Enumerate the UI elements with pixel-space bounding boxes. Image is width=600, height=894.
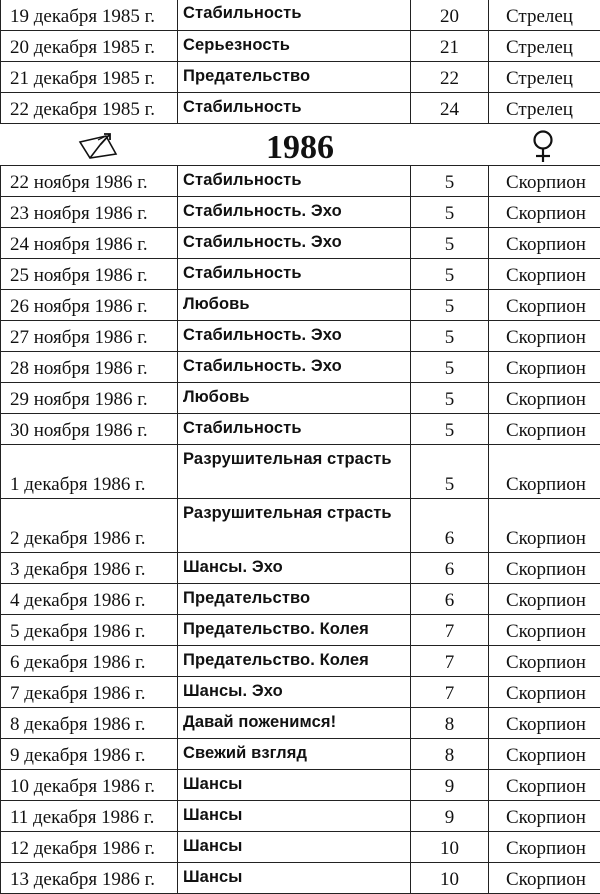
- event-cell: Стабильность: [178, 259, 411, 290]
- date-cell: 2 декабря 1986 г.: [1, 499, 178, 553]
- date-cell: 9 декабря 1986 г.: [1, 739, 178, 770]
- number-cell: 24: [411, 92, 489, 123]
- date-cell: 20 декабря 1985 г.: [1, 30, 178, 61]
- sign-cell: Стрелец: [489, 0, 600, 30]
- sign-cell: Скорпион: [489, 499, 600, 553]
- table-row: [1, 739, 600, 770]
- table-row: [1, 92, 600, 123]
- event-cell: Шансы. Эхо: [178, 677, 411, 708]
- sign-cell: Скорпион: [489, 677, 600, 708]
- sign-cell: Скорпион: [489, 832, 600, 863]
- date-cell: 5 декабря 1986 г.: [1, 615, 178, 646]
- sign-cell: Скорпион: [489, 708, 600, 739]
- event-cell: Давай поженимся!: [178, 708, 411, 739]
- number-cell: 5: [411, 321, 489, 352]
- event-cell: Шансы: [178, 770, 411, 801]
- number-cell: 5: [411, 197, 489, 228]
- date-cell: 3 декабря 1986 г.: [1, 553, 178, 584]
- date-cell: 1 декабря 1986 г.: [1, 445, 178, 499]
- number-cell: 10: [411, 863, 489, 894]
- number-cell: 5: [411, 414, 489, 445]
- sign-cell: Скорпион: [489, 770, 600, 801]
- sign-cell: Скорпион: [489, 321, 600, 352]
- date-cell: 27 ноября 1986 г.: [1, 321, 178, 352]
- table-row: [1, 553, 600, 584]
- number-cell: 7: [411, 677, 489, 708]
- date-cell: 28 ноября 1986 г.: [1, 352, 178, 383]
- table-row: [1, 801, 600, 832]
- sign-cell: Скорпион: [489, 646, 600, 677]
- table-row: [1, 499, 600, 553]
- date-cell: 29 ноября 1986 г.: [1, 383, 178, 414]
- event-cell: Серьезность: [178, 30, 411, 61]
- number-cell: 8: [411, 739, 489, 770]
- table-row: [1, 321, 600, 352]
- date-cell: 6 декабря 1986 г.: [1, 646, 178, 677]
- sign-cell: Скорпион: [489, 197, 600, 228]
- number-cell: 7: [411, 615, 489, 646]
- date-cell: 22 ноября 1986 г.: [1, 166, 178, 197]
- number-cell: 5: [411, 352, 489, 383]
- event-cell: Стабильность: [178, 92, 411, 123]
- event-cell: Стабильность. Эхо: [178, 228, 411, 259]
- sign-cell: Скорпион: [489, 445, 600, 499]
- date-cell: 24 ноября 1986 г.: [1, 228, 178, 259]
- table-row: [1, 832, 600, 863]
- sign-cell: Стрелец: [489, 92, 600, 123]
- event-cell: Стабильность. Эхо: [178, 321, 411, 352]
- event-cell: Стабильность: [178, 166, 411, 197]
- sign-cell: Скорпион: [489, 259, 600, 290]
- number-cell: 5: [411, 383, 489, 414]
- table-row: [1, 30, 600, 61]
- event-cell: Разрушительная страсть: [178, 499, 411, 553]
- sign-cell: Скорпион: [489, 228, 600, 259]
- number-cell: 7: [411, 646, 489, 677]
- sign-cell: Скорпион: [489, 290, 600, 321]
- sign-cell: Скорпион: [489, 383, 600, 414]
- sign-cell: Скорпион: [489, 615, 600, 646]
- venus-icon: [526, 128, 560, 164]
- table-row: [1, 166, 600, 197]
- table-row: [1, 0, 600, 30]
- event-cell: Шансы: [178, 801, 411, 832]
- date-cell: 25 ноября 1986 г.: [1, 259, 178, 290]
- table-row: [1, 197, 600, 228]
- date-cell: 4 декабря 1986 г.: [1, 584, 178, 615]
- number-cell: 22: [411, 61, 489, 92]
- event-cell: Предательство. Колея: [178, 615, 411, 646]
- date-cell: 10 декабря 1986 г.: [1, 770, 178, 801]
- number-cell: 6: [411, 499, 489, 553]
- number-cell: 5: [411, 166, 489, 197]
- event-cell: Предательство: [178, 584, 411, 615]
- event-cell: Разрушительная страсть: [178, 445, 411, 499]
- event-cell: Шансы. Эхо: [178, 553, 411, 584]
- date-cell: 13 декабря 1986 г.: [1, 863, 178, 894]
- date-cell: 30 ноября 1986 г.: [1, 414, 178, 445]
- number-cell: 5: [411, 290, 489, 321]
- table-row: [1, 383, 600, 414]
- sign-cell: Стрелец: [489, 30, 600, 61]
- event-cell: Свежий взгляд: [178, 739, 411, 770]
- table-row: [1, 228, 600, 259]
- year-header: [0, 124, 600, 166]
- sign-cell: Скорпион: [489, 863, 600, 894]
- event-cell: Предательство: [178, 61, 411, 92]
- table-row: [1, 61, 600, 92]
- number-cell: 20: [411, 0, 489, 30]
- table-row: [1, 646, 600, 677]
- event-cell: Предательство. Колея: [178, 646, 411, 677]
- date-cell: 11 декабря 1986 г.: [1, 801, 178, 832]
- table-1985: [0, 0, 600, 124]
- sign-cell: Скорпион: [489, 414, 600, 445]
- event-cell: Любовь: [178, 290, 411, 321]
- event-cell: Стабильность: [178, 0, 411, 30]
- number-cell: 6: [411, 584, 489, 615]
- table-row: [1, 863, 600, 894]
- table-1986: [0, 165, 600, 894]
- date-cell: 21 декабря 1985 г.: [1, 61, 178, 92]
- number-cell: 9: [411, 801, 489, 832]
- event-cell: Стабильность: [178, 414, 411, 445]
- table-row: [1, 615, 600, 646]
- date-cell: 26 ноября 1986 г.: [1, 290, 178, 321]
- number-cell: 5: [411, 259, 489, 290]
- table-row: [1, 290, 600, 321]
- event-cell: Шансы: [178, 832, 411, 863]
- date-cell: 12 декабря 1986 г.: [1, 832, 178, 863]
- year-title: 1986: [0, 129, 600, 167]
- date-cell: 8 декабря 1986 г.: [1, 708, 178, 739]
- number-cell: 8: [411, 708, 489, 739]
- table-row: [1, 414, 600, 445]
- sign-cell: Стрелец: [489, 61, 600, 92]
- date-cell: 23 ноября 1986 г.: [1, 197, 178, 228]
- date-cell: 7 декабря 1986 г.: [1, 677, 178, 708]
- number-cell: 5: [411, 228, 489, 259]
- table-row: [1, 445, 600, 499]
- date-cell: 19 декабря 1985 г.: [1, 0, 178, 30]
- number-cell: 9: [411, 770, 489, 801]
- sign-cell: Скорпион: [489, 352, 600, 383]
- sign-cell: Скорпион: [489, 553, 600, 584]
- event-cell: Шансы: [178, 863, 411, 894]
- sign-cell: Скорпион: [489, 801, 600, 832]
- number-cell: 6: [411, 553, 489, 584]
- table-row: [1, 352, 600, 383]
- date-cell: 22 декабря 1985 г.: [1, 92, 178, 123]
- event-cell: Любовь: [178, 383, 411, 414]
- event-cell: Стабильность. Эхо: [178, 197, 411, 228]
- table-row: [1, 708, 600, 739]
- table-row: [1, 770, 600, 801]
- table-row: [1, 584, 600, 615]
- table-row: [1, 259, 600, 290]
- sign-cell: Скорпион: [489, 166, 600, 197]
- number-cell: 5: [411, 445, 489, 499]
- table-row: [1, 677, 600, 708]
- number-cell: 21: [411, 30, 489, 61]
- number-cell: 10: [411, 832, 489, 863]
- event-cell: Стабильность. Эхо: [178, 352, 411, 383]
- sign-cell: Скорпион: [489, 584, 600, 615]
- sign-cell: Скорпион: [489, 739, 600, 770]
